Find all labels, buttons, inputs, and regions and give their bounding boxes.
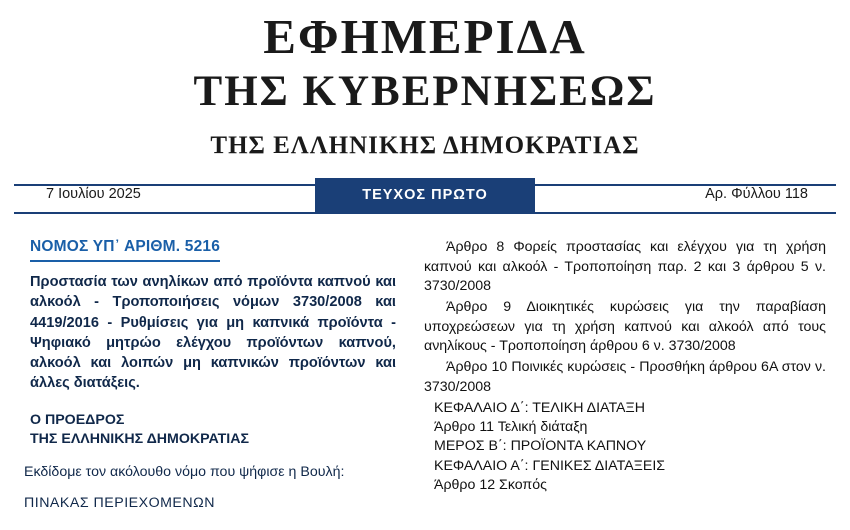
toc-entry: Άρθρο 12 Σκοπός	[434, 477, 547, 494]
toc-heading: ΠΙΝΑΚΑΣ ΠΕΡΙΕΧΟΜΕΝΩΝ	[24, 494, 215, 511]
issue-type-badge: ΤΕΥΧΟΣ ΠΡΩΤΟ	[315, 178, 535, 212]
toc-entry: Άρθρο 10 Ποινικές κυρώσεις - Προσθήκη άρθρου 6Α στον ν. 3730/2008	[424, 359, 826, 395]
toc-entry: ΚΕΦΑΛΑΙΟ Α΄: ΓΕΝΙΚΕΣ ΔΙΑΤΑΞΕΙΣ	[434, 457, 666, 474]
masthead	[0, 0, 850, 160]
toc-entry: Άρθρο 9 Διοικητικές κυρώσεις για την παραβίαση υποχρεώσεων για τη χρήση καπνού και αλκοόλ από τους ανηλίκους - Τροποποίηση άρθρου 6 ν. 3730/2008	[424, 299, 826, 354]
rule-bottom	[14, 212, 836, 214]
promulgation-text: Εκδίδομε τον ακόλουθο νόμο που ψήφισε η Βουλή:	[24, 464, 345, 481]
signatory-block	[24, 411, 396, 449]
issue-number: Αρ. Φύλλου 118	[705, 186, 808, 203]
signatory-line-1: Ο ΠΡΟΕΔΡΟΣ	[30, 412, 125, 429]
left-column	[24, 238, 406, 511]
toc-entry: ΜΕΡΟΣ Β΄: ΠΡΟΪΟΝΤΑ ΚΑΠΝΟΥ	[434, 438, 647, 455]
toc-entry: Άρθρο 8 Φορείς προστασίας και ελέγχου για τη χρήση καπνού και αλκοόλ - Τροποποίηση παρ. 2 και 3 άρθρου 5 ν. 3730/2008	[424, 239, 826, 294]
toc-entry: Άρθρο 11 Τελική διάταξη	[434, 419, 588, 436]
masthead-title-line2: ΤΗΣ ΚΥΒΕΡΝΗΣΕΩΣ	[193, 67, 657, 115]
issue-bar	[0, 184, 850, 224]
masthead-subtitle: ΤΗΣ ΕΛΛΗΝΙΚΗΣ ΔΗΜΟΚΡΑΤΙΑΣ	[210, 132, 640, 160]
right-column	[406, 238, 826, 494]
signatory-line-2: ΤΗΣ ΕΛΛΗΝΙΚΗΣ ΔΗΜΟΚΡΑΤΙΑΣ	[30, 431, 249, 448]
law-number-title: ΝΟΜΟΣ ΥΠ᾽ ΑΡΙΘΜ. 5216	[30, 238, 220, 262]
masthead-title-line1: ΕΦΗΜΕΡΙΔΑ	[263, 9, 587, 64]
law-subject-text: Προστασία των ανηλίκων από προϊόντα καπνού και αλκοόλ - Τροποποιήσεις νόμων 3730/2008 και 4419/2016 - Ρυθμίσεις για μη καπνικά προϊόντα - Ψηφιακό μητρώο ελέγχου προϊόντων καπνού, αλκοόλ και λοιπών μη καπνικών προϊόντων και άλλες διατάξεις.	[30, 274, 396, 391]
body-columns	[0, 238, 850, 511]
issue-date: 7 Ιουλίου 2025	[46, 186, 141, 203]
toc-entry: ΚΕΦΑΛΑΙΟ Δ΄: ΤΕΛΙΚΗ ΔΙΑΤΑΞΗ	[434, 399, 645, 416]
